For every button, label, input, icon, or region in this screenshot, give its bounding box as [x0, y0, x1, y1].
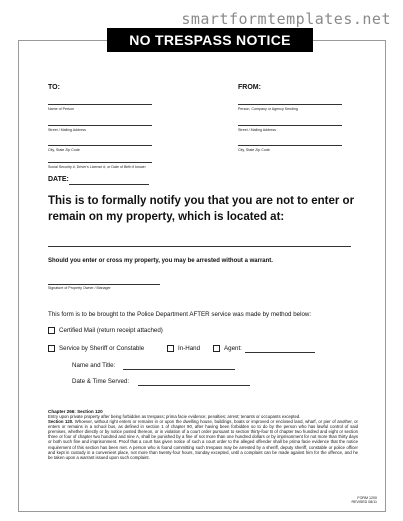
- arrest-warning: Should you enter or cross my property, you may be arrested without a warrant.: [48, 258, 273, 264]
- agent-label: Agent:: [224, 345, 242, 352]
- date-time-served-label: Date & Time Served:: [72, 378, 130, 385]
- date-line[interactable]: [69, 184, 149, 185]
- certified-mail-label: Certified Mail (return receipt attached): [59, 327, 163, 334]
- legal-intro: Entry upon private property after being forbidden as trespass; prima facie evidence; penalties; arrest; tenants or occupants excepted.: [48, 414, 301, 419]
- notice-form: [18, 32, 386, 512]
- service-instructions: This form is to be brought to the Police Department AFTER service was made by method below:: [48, 311, 312, 318]
- date-time-served-line[interactable]: [138, 385, 250, 386]
- in-hand-checkbox[interactable]: [167, 345, 174, 352]
- from-city-caption: City, State Zip Code: [238, 148, 270, 152]
- agent-line[interactable]: [245, 352, 315, 353]
- from-city-line[interactable]: [238, 145, 342, 146]
- to-street-line[interactable]: [48, 125, 152, 126]
- form-number: [351, 496, 377, 505]
- to-id-line[interactable]: [48, 162, 152, 163]
- to-name-caption: Name of Person: [48, 107, 74, 111]
- name-title-label: Name and Title:: [72, 362, 116, 369]
- to-name-line[interactable]: [48, 104, 152, 105]
- to-city-line[interactable]: [48, 145, 152, 146]
- property-address-line[interactable]: [48, 246, 351, 247]
- name-title-line[interactable]: [123, 369, 235, 370]
- to-label: TO:: [48, 84, 60, 91]
- to-street-caption: Street / Mailing Address: [48, 128, 86, 132]
- to-city-caption: City, State Zip Code: [48, 148, 80, 152]
- from-street-line[interactable]: [238, 125, 342, 126]
- signature-caption: Signature of Property Owner / Manager: [48, 286, 111, 290]
- sheriff-checkbox[interactable]: [48, 345, 55, 352]
- agent-checkbox[interactable]: [213, 345, 220, 352]
- from-person-line[interactable]: [238, 104, 342, 105]
- revised-label: REVISED 08/11: [351, 500, 377, 505]
- from-person-caption: Person, Company or Agency Sending: [238, 107, 298, 111]
- form-number-label: FORM 1200: [357, 495, 377, 500]
- from-label: FROM:: [238, 84, 261, 91]
- to-id-caption: Social Security #, Driver's License #, or Date of Birth if known: [48, 165, 146, 169]
- legal-text: [48, 414, 358, 460]
- from-street-caption: Street / Mailing Address: [238, 128, 276, 132]
- in-hand-label: In-Hand: [178, 345, 201, 352]
- legal-body: Whoever, without right enters or remains in or upon the dwelling house, buildings, boats or improved or enclosed land, wharf, or pier of another, or enters or remains in a school bus, as defined in section 1 of chapter 90, after having been forbidden so to do by the person who has lawful control of said premises, whether directly or by notice posted thereon, or in violation of a court order pursuant to section thirty-four B of chapter two hundred and eight or section three or four of chapter two hundred and nine A, shall be punished by a fine of not more than one hundred dollars or by imprisonment for not more than thirty days or both such fine and imprisonment. Proof that a court has given notice of such a court order to the alleged offender shall be prima facie evidence that the notice requirement of this section has been met. A person who is found committing such trespass may be arrested by a sheriff, deputy sheriff, constable or police officer and kept in custody in a convenient place, not more than twenty-four hours, Sunday excepted, until a complaint can be made against him for the offence, and he be taken upon a warrant issued upon such complaint.: [48, 419, 358, 460]
- chapter-title: Chapter 266: Section 120: [48, 409, 103, 414]
- form-title: NO TRESPASS NOTICE: [107, 28, 313, 52]
- notice-heading: This is to formally notify you that you are not to enter or remain on my property, which is located at:: [48, 195, 355, 223]
- certified-mail-checkbox[interactable]: [48, 327, 55, 334]
- date-label: DATE:: [48, 176, 69, 183]
- watermark: smartformtemplates.net: [181, 10, 391, 28]
- legal-section-label: Section 120.: [48, 419, 74, 425]
- sheriff-label: Service by Sheriff or Constable: [59, 345, 145, 352]
- signature-line[interactable]: [48, 284, 160, 285]
